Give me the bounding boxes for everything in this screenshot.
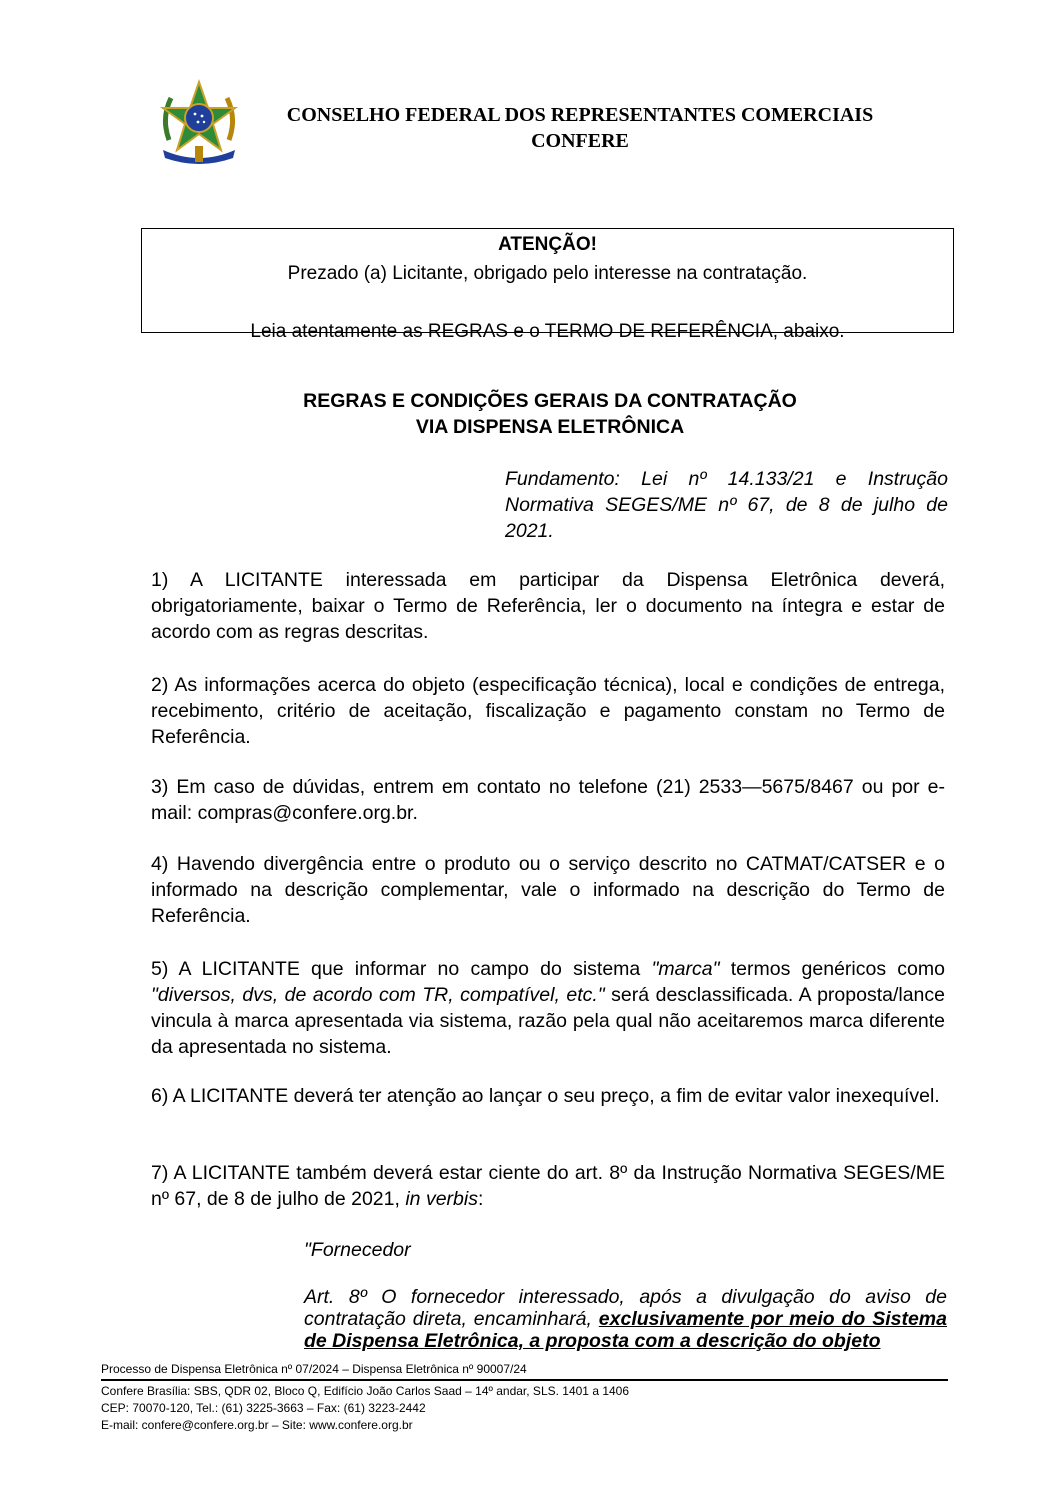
footer-contact: [101, 1383, 629, 1434]
article-8-emphasis: exclusivamente por meio do Sistema de Dispensa Eletrônica, a proposta com a descrição do objeto: [304, 1308, 947, 1352]
title-line-2: VIA DISPENSA ELETRÔNICA: [415, 416, 685, 438]
title-line-1: REGRAS E CONDIÇÕES GERAIS DA CONTRATAÇÃO: [303, 390, 797, 412]
rule-5-text-b: termos genéricos como: [719, 958, 945, 980]
rule-1: 1) A LICITANTE interessada em participar da Dispensa Eletrônica deverá, obrigatoriamente, baixar o Termo de Referência, ler o documento na íntegra e estar de acordo com as regras descritas.: [151, 569, 945, 643]
attention-line-thanks: Prezado (a) Licitante, obrigado pelo interesse na contratação.: [287, 263, 808, 284]
quote-heading: "Fornecedor: [304, 1239, 411, 1261]
rule-7: [151, 1160, 945, 1212]
organization-name: CONSELHO FEDERAL DOS REPRESENTANTES COMERCIAIS: [286, 104, 874, 126]
attention-title: ATENÇÃO!: [498, 234, 597, 255]
attention-line-read: Leia atentamente as REGRAS e o TERMO DE REFERÊNCIA, abaixo.: [250, 321, 845, 342]
footer-address: Confere Brasília: SBS, QDR 02, Bloco Q, Edifício João Carlos Saad – 14º andar, SLS. 1401 a 1406: [101, 1384, 630, 1398]
footer-process-number: Processo de Dispensa Eletrônica nº 07/2024 – Dispensa Eletrônica nº 90007/24: [101, 1362, 527, 1376]
rule-7-in-verbis: in verbis: [405, 1188, 478, 1210]
rule-7-text-a: 7) A LICITANTE também deverá estar ciente do art. 8º da Instrução Normativa SEGES/ME nº 67, de 8 de julho de 2021,: [151, 1162, 945, 1210]
rule-5-marca: "marca": [651, 958, 720, 980]
rule-3: 3) Em caso de dúvidas, entrem em contato no telefone (21) 2533—5675/8467 ou por e-mail: compras@confere.org.br.: [151, 776, 945, 824]
brazil-coat-of-arms-icon: [155, 78, 243, 166]
rule-5: [151, 956, 945, 1060]
quote-article-8: [304, 1286, 947, 1352]
footer-email-site: E-mail: confere@confere.org.br – Site: www.confere.org.br: [101, 1418, 413, 1432]
rule-5-generic-terms: "diversos, dvs, de acordo com TR, compatível, etc.": [151, 984, 605, 1006]
rule-5-text-a: 5) A LICITANTE que informar no campo do sistema: [151, 958, 652, 980]
article-8-text: Art. 8º O fornecedor interessado, após a divulgação do aviso de contratação direta, encaminhará,: [304, 1286, 947, 1330]
footer-divider: [101, 1379, 948, 1381]
legal-basis: Fundamento: Lei nº 14.133/21 e Instrução Normativa SEGES/ME nº 67, de 8 de julho de 2021.: [505, 468, 948, 542]
rule-6: 6) A LICITANTE deverá ter atenção ao lançar o seu preço, a fim de evitar valor inexequível.: [151, 1085, 940, 1107]
footer-cep-phone: CEP: 70070-120, Tel.: (61) 3225-3663 – Fax: (61) 3223-2442: [101, 1401, 426, 1415]
organization-acronym: CONFERE: [531, 130, 629, 152]
rule-4: 4) Havendo divergência entre o produto ou o serviço descrito no CATMAT/CATSER e o informado na descrição complementar, vale o informado na descrição do Termo de Referência.: [151, 853, 945, 927]
document-title: [140, 388, 960, 440]
attention-box: [141, 228, 954, 342]
rule-7-text-b: :: [477, 1188, 484, 1210]
rule-5-text-c: será desclassificada. A proposta/lance vincula à marca apresentada via sistema, razão pela qual não aceitaremos marca diferente da apresentada no sistema.: [151, 984, 945, 1058]
rule-2: 2) As informações acerca do objeto (especificação técnica), local e condições de entrega, recebimento, critério de aceitação, fiscalização e pagamento constam no Termo de Referência.: [151, 674, 945, 748]
organization-header: [250, 102, 910, 154]
